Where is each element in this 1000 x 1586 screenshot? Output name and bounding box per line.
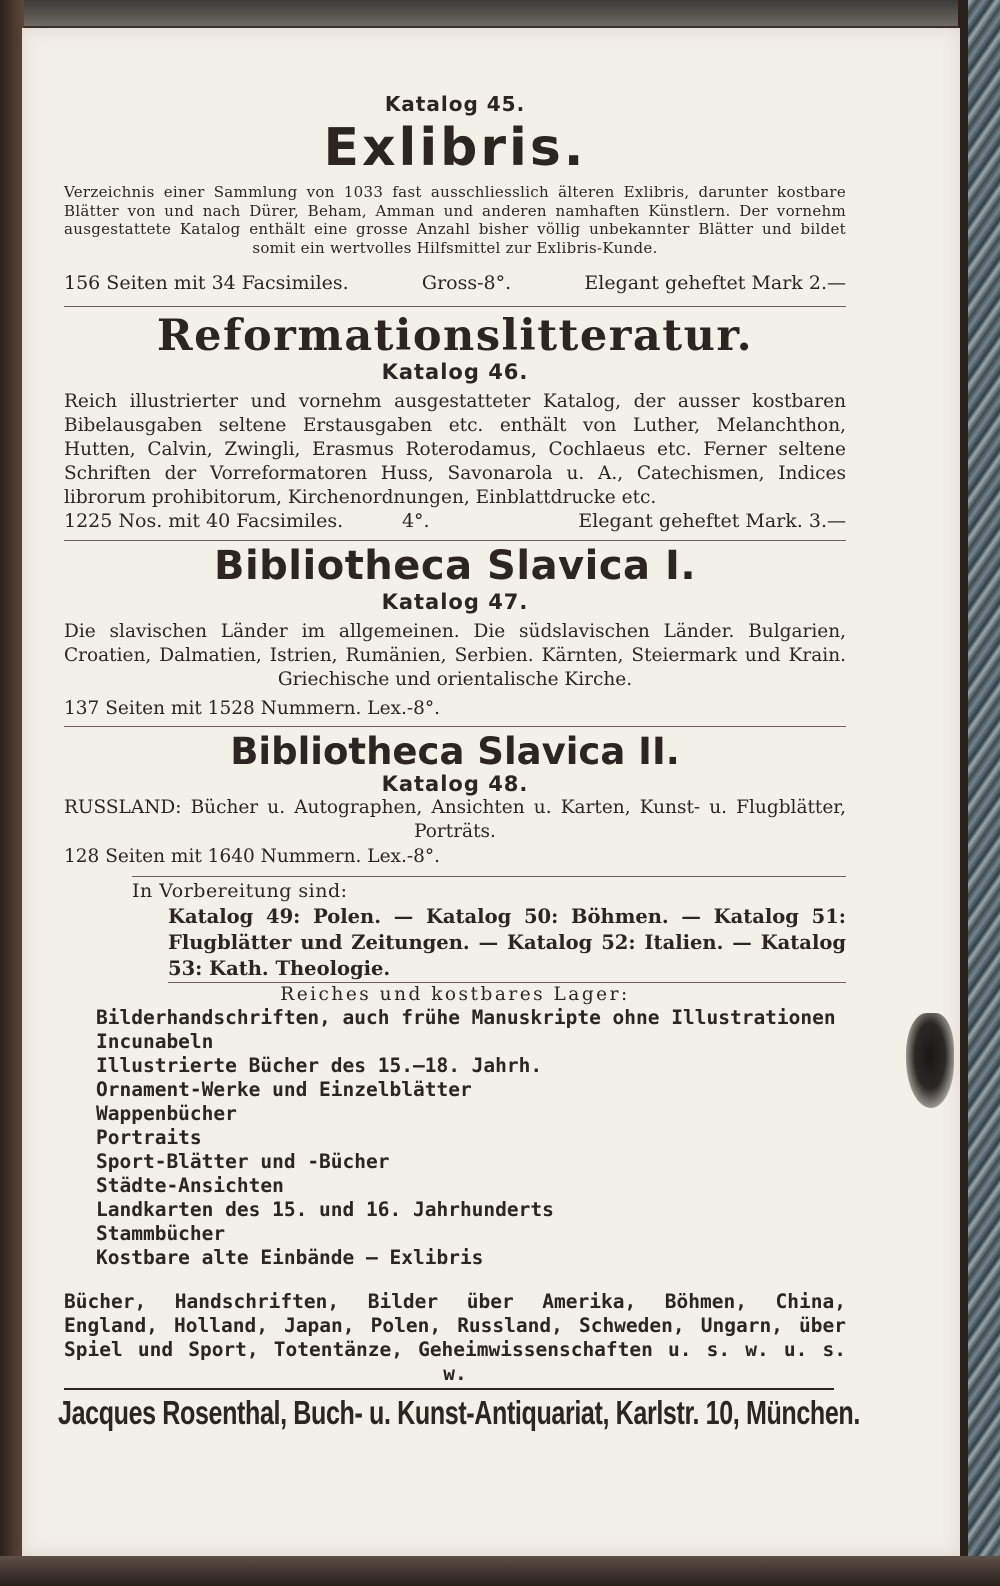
exlibris-price: Elegant geheftet Mark 2.— xyxy=(584,272,846,294)
slavica-2-title: Bibliotheca Slavica II. xyxy=(230,730,680,773)
list-item: Landkarten des 15. und 16. Jahrhunderts xyxy=(96,1198,554,1221)
divider xyxy=(168,982,846,983)
divider xyxy=(64,306,846,307)
katalog-48-label: Katalog 48. xyxy=(381,772,529,796)
katalog-46-label: Katalog 46. xyxy=(381,360,529,384)
katalog-45-label: Katalog 45. xyxy=(384,92,526,116)
list-item: Incunabeln xyxy=(96,1030,214,1053)
list-item: Stammbücher xyxy=(96,1222,226,1245)
list-item: Portraits xyxy=(96,1126,202,1149)
book-spine-left xyxy=(0,0,24,1586)
lager-heading: Reiches und kostbares Lager: xyxy=(280,984,630,1005)
slavica-2-description: RUSSLAND: Bücher u. Autographen, Ansichten u. Karten, Kunst- u. Flugblätter, Porträts. xyxy=(64,797,846,842)
catalog-page xyxy=(22,28,960,1556)
footer-rule xyxy=(64,1388,834,1390)
list-item: Kostbare alte Einbände — Exlibris xyxy=(96,1246,484,1269)
reformation-price-line xyxy=(64,510,846,532)
slavica-1-description: Die slavischen Länder im allgemeinen. Die südslavischen Länder. Bulgarien, Croatien, Dalmatien, Istrien, Rumänien, Serbien. Kärnten, Steiermark und Krain. Griechische und orientalische Kirche. xyxy=(64,621,846,690)
book-top-edge xyxy=(0,0,1000,26)
ink-stain xyxy=(906,1013,954,1108)
reformation-extent: 1225 Nos. mit 40 Facsimiles. xyxy=(64,510,344,532)
divider xyxy=(132,876,846,877)
exlibris-extent: 156 Seiten mit 34 Facsimiles. xyxy=(64,272,349,294)
book-bottom-edge xyxy=(0,1556,1000,1586)
marbled-cover-edge xyxy=(958,0,1000,1586)
lager-list xyxy=(96,1006,848,1270)
katalog-47-label: Katalog 47. xyxy=(381,590,529,614)
slavica-2-extent: 128 Seiten mit 1640 Nummern. Lex.-8°. xyxy=(64,846,440,867)
reformation-description: Reich illustrierter und vornehm ausgestatteter Katalog, der ausser kostbaren Bibelausgaben seltene Erstausgaben etc. enthält von Luther, Melanchthon, Hutten, Calvin, Zwingli, Erasmus Roterodamus, Cochlaeus etc. Ferner seltene Schriften der Vorreformatoren Huss, Savonarola u. A., Catechismen, Indices librorum prohibitorum, Kirchenordnungen, Einblattdrucke etc. xyxy=(64,391,846,508)
slavica-1-extent: 137 Seiten mit 1528 Nummern. Lex.-8°. xyxy=(64,698,440,719)
reformation-price: Elegant geheftet Mark. 3.— xyxy=(578,510,846,532)
list-item: Illustrierte Bücher des 15.—18. Jahrh. xyxy=(96,1054,543,1077)
vorbereitung-text: Katalog 49: Polen. — Katalog 50: Böhmen. — Katalog 51: Flugblätter und Zeitungen. — Katalog 52: Italien. — Katalog 53: Kath. Theologie. xyxy=(168,905,846,980)
exlibris-title: Exlibris. xyxy=(323,118,587,178)
list-item: Wappenbücher xyxy=(96,1102,237,1125)
reformation-format: 4°. xyxy=(401,510,430,532)
exlibris-format: Gross-8°. xyxy=(421,272,512,294)
divider xyxy=(64,726,846,727)
lager-closing: Bücher, Handschriften, Bilder über Amerika, Böhmen, China, England, Holland, Japan, Polen, Russland, Schweden, Ungarn, über Spiel und Sport, Totentänze, Geheimwissenschaften u. s. w. u. s. w. xyxy=(64,1290,846,1385)
list-item: Bilderhandschriften, auch frühe Manuskripte ohne Illustrationen xyxy=(96,1006,836,1029)
list-item: Ornament-Werke und Einzelblätter xyxy=(96,1078,472,1101)
exlibris-description: Verzeichnis einer Sammlung von 1033 fast ausschliesslich älteren Exlibris, darunter kostbare Blätter von und nach Dürer, Beham, Amman und anderen namhaften Künstlern. Der vornehm ausgestattete Katalog enthält eine grosse Anzahl bisher völlig unbekannter Blätter und bildet somit ein wertvolles Hilfsmittel zur Exlibris-Kunde. xyxy=(64,183,846,257)
slavica-1-title: Bibliotheca Slavica I. xyxy=(213,543,697,589)
reformation-title: Reformationslitteratur. xyxy=(156,311,754,361)
list-item: Sport-Blätter und -Bücher xyxy=(96,1150,390,1173)
exlibris-price-line xyxy=(64,272,846,294)
list-item: Städte-Ansichten xyxy=(96,1174,284,1197)
vorbereitung-intro: In Vorbereitung sind: xyxy=(132,880,348,902)
publisher-footer: Jacques Rosenthal, Buch- u. Kunst-Antiquariat, Karlstr. 10, München. xyxy=(58,1394,860,1431)
